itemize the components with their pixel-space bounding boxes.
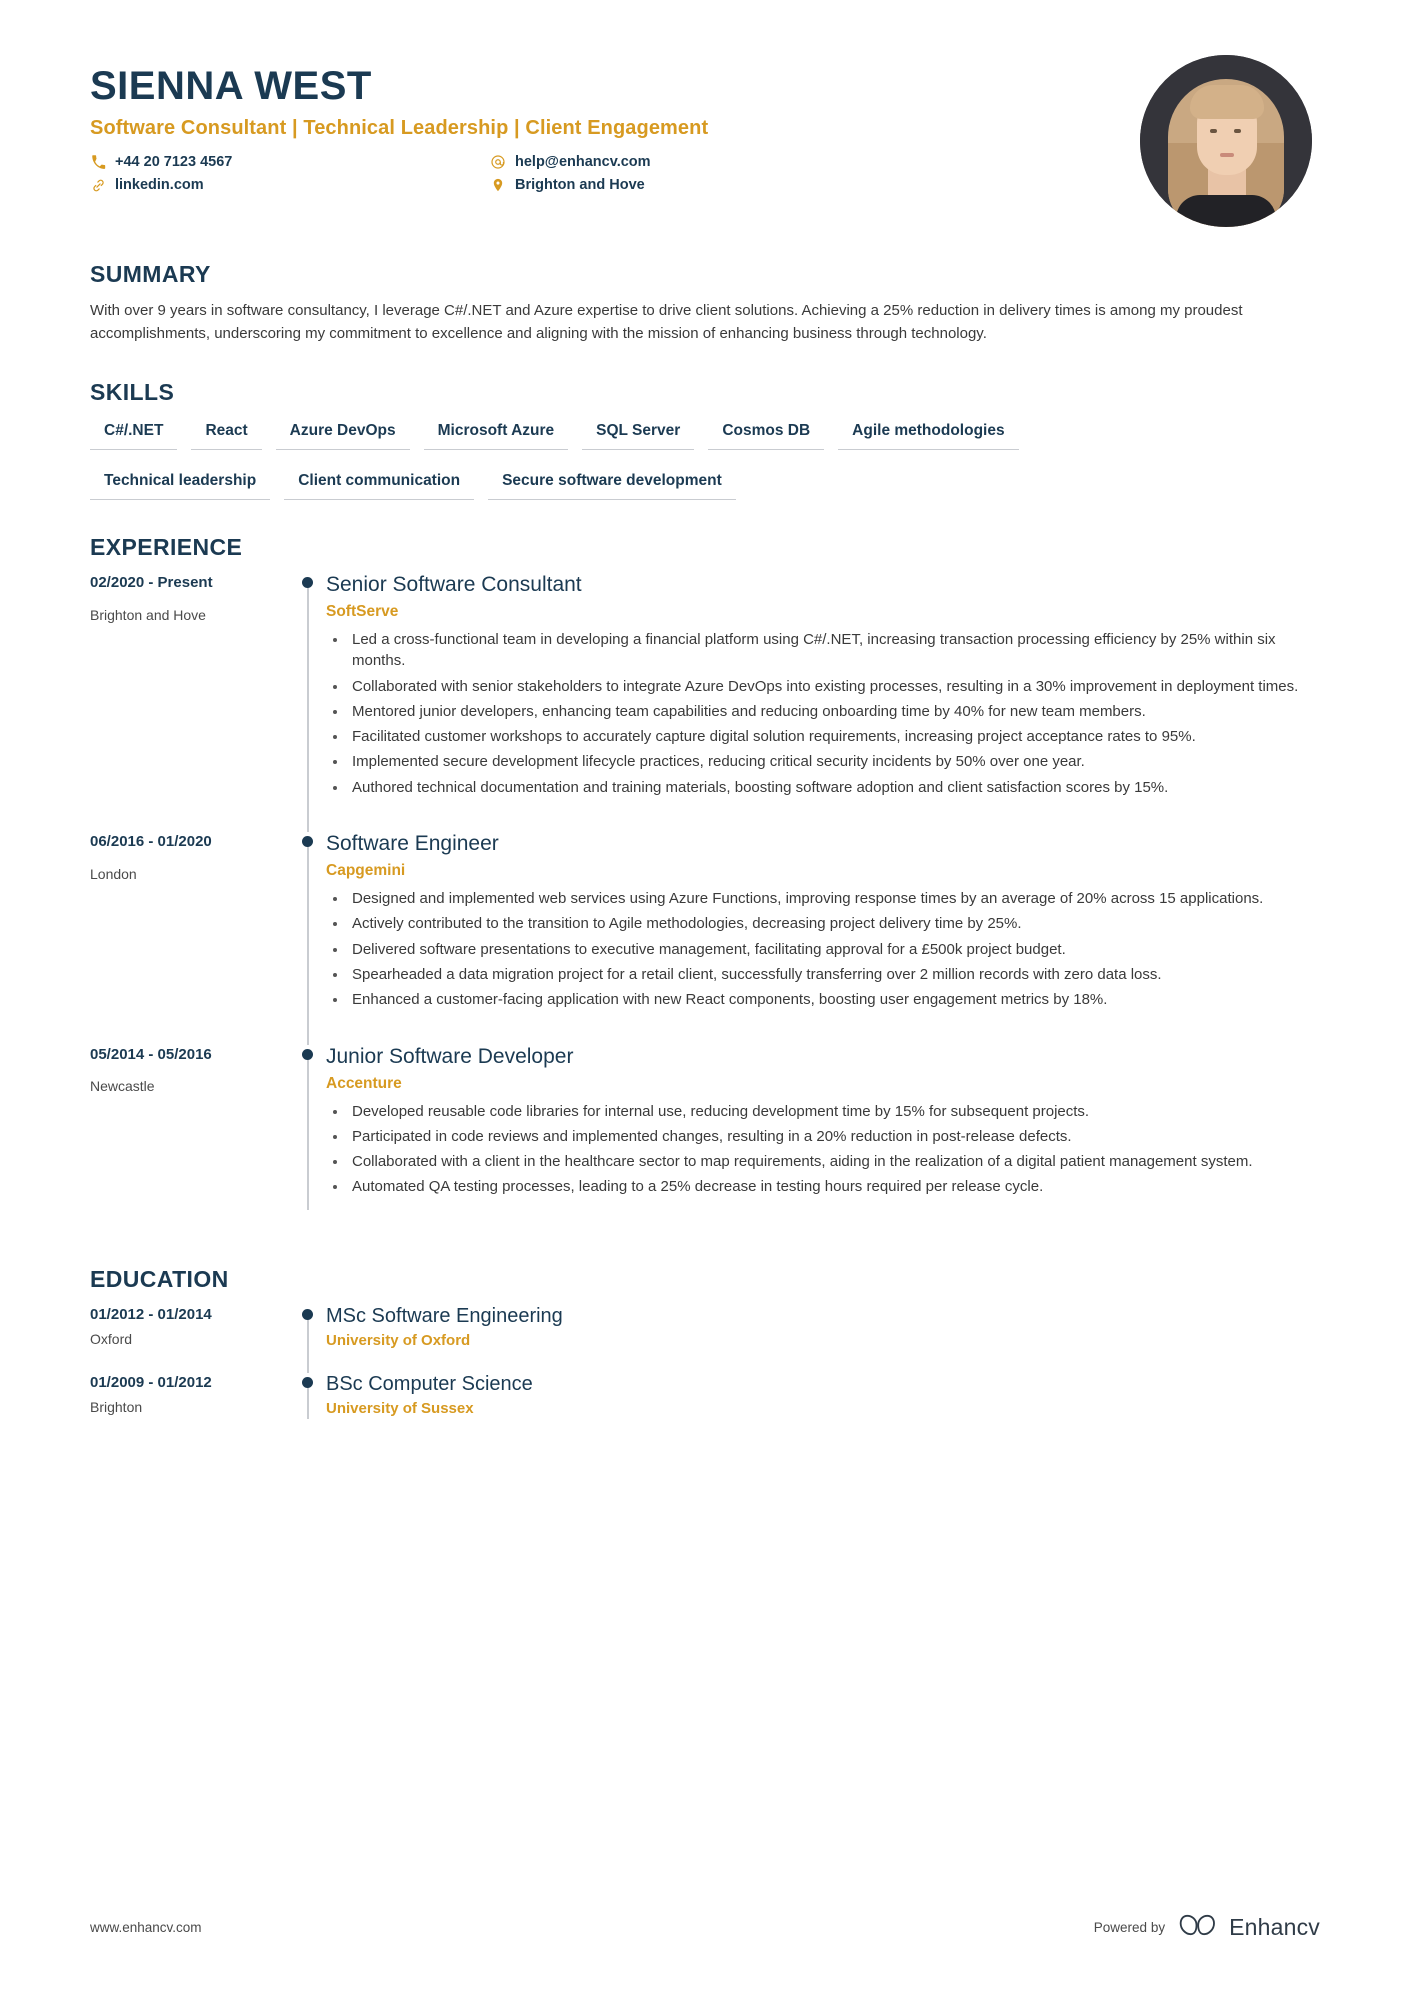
timeline-rail <box>290 832 326 1044</box>
timeline-dot <box>302 1309 313 1320</box>
link-icon <box>90 177 106 193</box>
resume-header <box>90 55 1320 227</box>
education-section <box>90 1266 1320 1441</box>
page-footer <box>90 1912 1320 1943</box>
timeline-rail <box>290 1305 326 1373</box>
job-title: Software Engineer <box>326 832 499 856</box>
header-text-block <box>90 55 708 193</box>
skill-chip: Secure software development <box>488 472 736 500</box>
job-bullet: • Mentored junior developers, enhancing team capabilities and reducing onboarding time by 40% for new team members. <box>348 701 1320 722</box>
powered-by-label: Powered by <box>1093 1920 1166 1935</box>
job-bullet: • Designed and implemented web services using Azure Functions, improving response times by an average of 20% across 15 applications. <box>348 888 1320 909</box>
education-dates: 01/2012 - 01/2014 <box>90 1305 212 1323</box>
job-bullet: • Actively contributed to the transition to Agile methodologies, decreasing project delivery time by 25%. <box>348 913 1320 934</box>
contact-phone[interactable] <box>90 154 490 170</box>
skill-chip: Microsoft Azure <box>424 422 569 450</box>
skill-chip: Azure DevOps <box>276 422 410 450</box>
enhancv-mark-icon <box>1179 1912 1219 1943</box>
experience-dates: 05/2014 - 05/2016 <box>90 1045 212 1063</box>
location-icon <box>490 177 506 193</box>
experience-body <box>326 832 1320 1044</box>
summary-text: With over 9 years in software consultancy, I leverage C#/.NET and Azure expertise to drive client solutions. Achieving a 25% reduction in delivery times is among my proudest accomplishments, underscoring my commitment to excellence and aligning with the mission of enhancing business through technology. <box>90 302 1243 342</box>
job-bullet: • Enhanced a customer-facing application with new React components, boosting user engagement metrics by 18%. <box>348 989 1320 1010</box>
skill-chip: Agile methodologies <box>838 422 1018 450</box>
experience-dates: 06/2016 - 01/2020 <box>90 833 212 851</box>
contact-link[interactable] <box>90 177 490 193</box>
avatar <box>1140 55 1312 227</box>
job-bullet: • Spearheaded a data migration project for a retail client, successfully transferring over 2 million records with zero data loss. <box>348 964 1320 985</box>
contact-location-text: Brighton and Hove <box>515 177 645 193</box>
job-company: Accenture <box>326 1074 402 1092</box>
timeline-rail <box>290 573 326 832</box>
contact-details <box>90 154 708 193</box>
education-body <box>326 1373 1320 1441</box>
education-location: Oxford <box>90 1331 133 1348</box>
experience-location: Brighton and Hove <box>90 606 206 623</box>
timeline-rail <box>290 1373 326 1441</box>
education-meta <box>90 1305 290 1373</box>
job-title: Senior Software Consultant <box>326 573 582 596</box>
footer-brand-block <box>1094 1912 1320 1943</box>
brand-logo[interactable] <box>1179 1912 1320 1943</box>
contact-link-text: linkedin.com <box>115 177 204 193</box>
experience-meta <box>90 832 290 1044</box>
job-bullet: • Implemented secure development lifecycle practices, reducing critical security incidents by 50% over one year. <box>348 751 1320 772</box>
job-bullet: • Developed reusable code libraries for internal use, reducing development time by 15% for subsequent projects. <box>348 1101 1320 1122</box>
job-bullets <box>326 629 1320 798</box>
experience-body <box>326 573 1320 832</box>
job-bullets <box>326 1101 1320 1198</box>
skill-chip: Technical leadership <box>90 472 270 500</box>
page-title: SIENNA WEST <box>90 64 372 108</box>
skills-heading: SKILLS <box>90 379 175 405</box>
job-bullet: • Authored technical documentation and training materials, boosting software adoption and client satisfaction scores by 15%. <box>348 777 1320 798</box>
experience-item <box>90 573 1320 832</box>
phone-icon <box>90 154 106 170</box>
job-bullets <box>326 888 1320 1010</box>
summary-section <box>90 261 1320 345</box>
education-item <box>90 1373 1320 1441</box>
degree-title: BSc Computer Science <box>326 1372 533 1395</box>
experience-section <box>90 534 1320 1232</box>
skills-row <box>90 422 1320 450</box>
job-title: Junior Software Developer <box>326 1044 574 1068</box>
experience-meta <box>90 573 290 832</box>
timeline-dot <box>302 1049 313 1060</box>
experience-meta <box>90 1045 290 1232</box>
job-bullet: • Collaborated with a client in the healthcare sector to map requirements, aiding in the realization of a digital patient management system. <box>348 1151 1320 1172</box>
timeline-dot <box>302 577 313 588</box>
contact-email-text: help@enhancv.com <box>515 154 651 170</box>
education-heading: EDUCATION <box>90 1265 229 1292</box>
education-body <box>326 1305 1320 1373</box>
education-item <box>90 1305 1320 1373</box>
degree-title: MSc Software Engineering <box>326 1304 563 1327</box>
footer-url[interactable]: www.enhancv.com <box>90 1920 202 1935</box>
skills-section <box>90 379 1320 500</box>
contact-phone-text: +44 20 7123 4567 <box>115 154 233 170</box>
education-dates: 01/2009 - 01/2012 <box>90 1373 212 1391</box>
institution-name: University of Oxford <box>326 1331 471 1349</box>
skills-row <box>90 472 1320 500</box>
education-meta <box>90 1373 290 1441</box>
experience-item <box>90 832 1320 1044</box>
timeline-rail <box>290 1045 326 1232</box>
experience-location: Newcastle <box>90 1078 155 1095</box>
skill-chip: Cosmos DB <box>708 422 824 450</box>
job-bullet: • Participated in code reviews and implemented changes, resulting in a 20% reduction in post-release defects. <box>348 1126 1320 1147</box>
experience-dates: 02/2020 - Present <box>90 574 213 591</box>
contact-location[interactable] <box>490 177 708 193</box>
skills-list <box>90 422 1320 500</box>
summary-heading: SUMMARY <box>90 261 211 287</box>
job-bullet: • Collaborated with senior stakeholders to integrate Azure DevOps into existing processes, resulting in a 30% improvement in deployment times. <box>348 676 1320 697</box>
skill-chip: React <box>191 422 261 450</box>
job-company: Capgemini <box>326 862 406 880</box>
skill-chip: Client communication <box>284 472 474 500</box>
timeline-dot <box>302 1377 313 1388</box>
contact-email[interactable] <box>490 154 708 170</box>
institution-name: University of Sussex <box>326 1399 474 1417</box>
experience-location: London <box>90 865 137 882</box>
education-location: Brighton <box>90 1399 143 1416</box>
experience-body <box>326 1045 1320 1232</box>
job-bullet: • Automated QA testing processes, leading to a 25% decrease in testing hours required per release cycle. <box>348 1176 1320 1197</box>
job-bullet: • Led a cross-functional team in developing a financial platform using C#/.NET, increasing transaction processing efficiency by 25% within six months. <box>348 629 1320 672</box>
job-bullet: • Facilitated customer workshops to accurately capture digital solution requirements, increasing project acceptance rates to 95%. <box>348 726 1320 747</box>
timeline-dot <box>302 836 313 847</box>
job-company: SoftServe <box>326 603 399 620</box>
email-icon <box>490 154 506 170</box>
skill-chip: SQL Server <box>582 422 694 450</box>
experience-heading: EXPERIENCE <box>90 534 243 560</box>
skill-chip: C#/.NET <box>90 422 177 450</box>
job-bullet: • Delivered software presentations to executive management, facilitating approval for a £500k project budget. <box>348 939 1320 960</box>
experience-item <box>90 1045 1320 1232</box>
professional-headline: Software Consultant | Technical Leadership | Client Engagement <box>90 117 709 139</box>
portrait-illustration <box>1140 55 1312 227</box>
brand-name: Enhancv <box>1229 1914 1320 1940</box>
